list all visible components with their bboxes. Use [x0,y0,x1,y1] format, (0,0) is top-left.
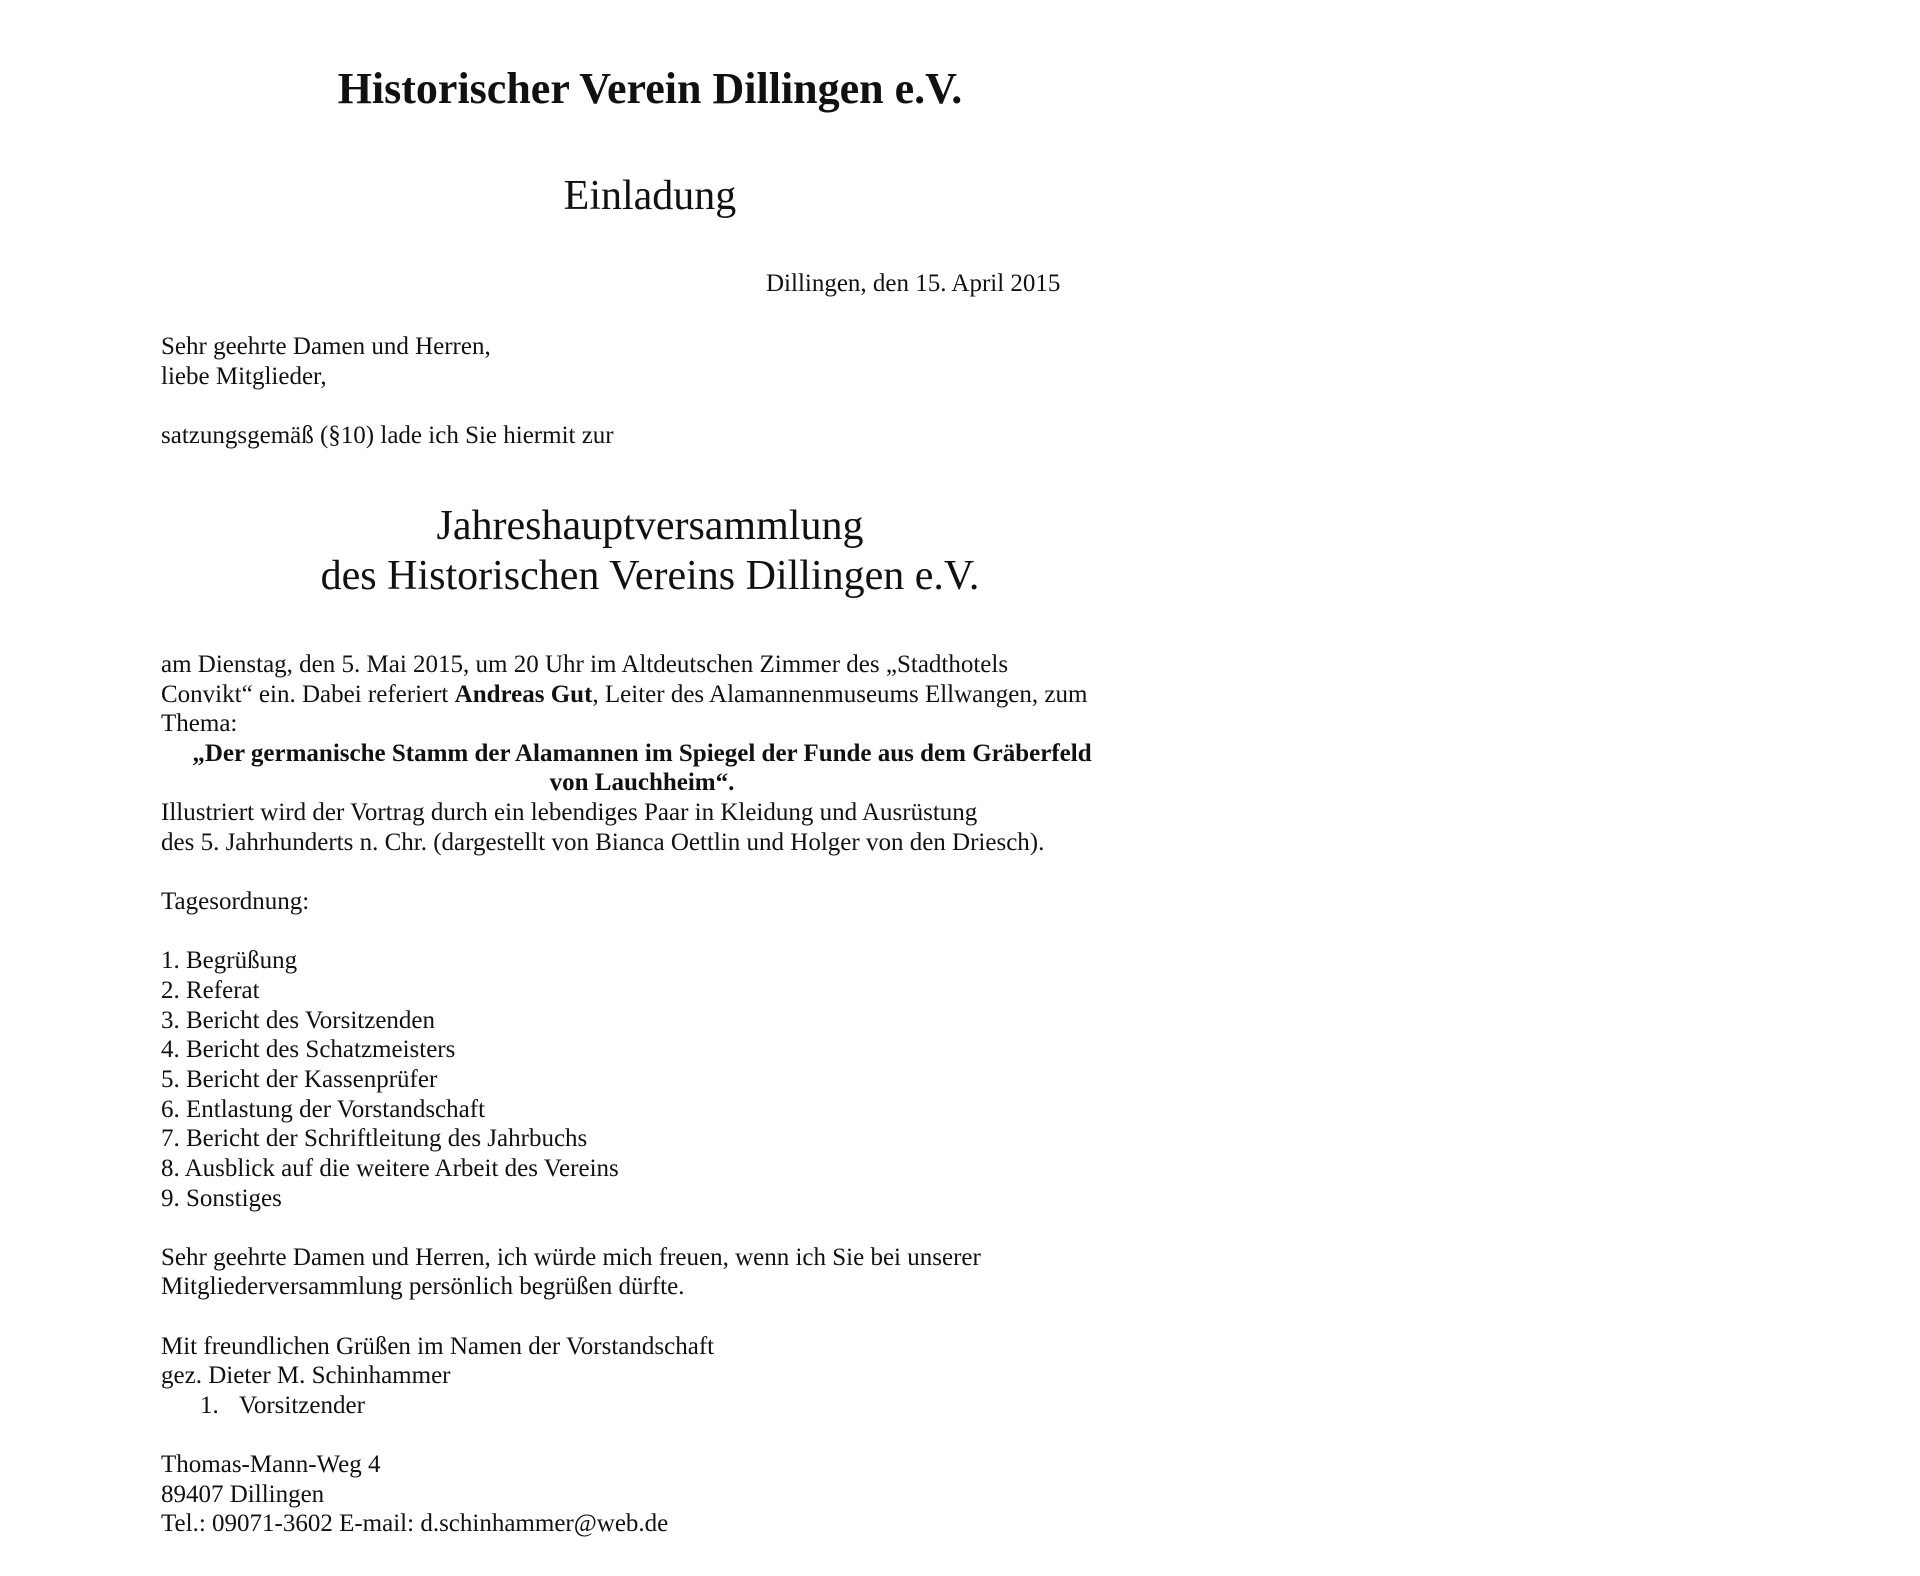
details-line-2 [161,680,1087,710]
illustration-line-1: Illustriert wird der Vortrag durch ein lebendiges Paar in Kleidung und Ausrüstung [161,799,978,826]
agenda-item: 6. Entlastung der Vorstandschaft [161,1096,486,1123]
details-line-2-pre: Convikt“ ein. Dabei referiert [161,681,455,708]
talk-title-line-1: „Der germanische Stamm der Alamannen im Spiegel der Funde aus dem Gräberfeld [192,740,1092,767]
signature-role: Vorsitzender [239,1392,365,1419]
salutation-line-1: Sehr geehrte Damen und Herren, [161,333,491,360]
date-line: Dillingen, den 15. April 2015 [766,270,1061,297]
agenda-item: 9. Sonstiges [161,1185,282,1212]
illustration-line-2: des 5. Jahrhunderts n. Chr. (dargestellt von Bianca Oettlin und Holger von den Driesch). [161,829,1045,856]
talk-title-line-2: von Lauchheim“. [549,769,735,796]
details-line-1: am Dienstag, den 5. Mai 2015, um 20 Uhr im Altdeutschen Zimmer des „Stadthotels [161,651,1009,678]
event-title-line-2: des Historischen Vereins Dillingen e.V. [320,553,980,599]
agenda-item: 3. Bericht des Vorsitzenden [161,1007,436,1034]
agenda-item: 2. Referat [161,977,260,1004]
event-title-line-1: Jahreshauptversammlung [436,503,864,549]
details-line-3: Thema: [161,710,238,737]
closing-line-2: Mitgliederversammlung persönlich begrüßen dürfte. [161,1273,685,1300]
speaker-name: Andreas Gut [454,681,593,708]
agenda-item: 4. Bericht des Schatzmeisters [161,1036,456,1063]
signature-name: gez. Dieter M. Schinhammer [161,1362,451,1389]
agenda-item: 5. Bericht der Kassenprüfer [161,1066,438,1093]
agenda-item: 1. Begrüßung [161,947,298,974]
details-line-2-post: , Leiter des Alamannenmuseums Ellwangen, zum [592,681,1088,708]
agenda-item: 8. Ausblick auf die weitere Arbeit des Vereins [161,1155,619,1182]
address-contact: Tel.: 09071-3602 E-mail: d.schinhammer@web.de [161,1510,669,1537]
salutation-line-2: liebe Mitglieder, [161,363,327,390]
intro-text: satzungsgemäß (§10) lade ich Sie hiermit zur [161,422,614,449]
closing-line-1: Sehr geehrte Damen und Herren, ich würde mich freuen, wenn ich Sie bei unserer [161,1244,981,1271]
address-street: Thomas-Mann-Weg 4 [161,1451,381,1478]
agenda-item: 7. Bericht der Schriftleitung des Jahrbuchs [161,1125,588,1152]
address-city: 89407 Dillingen [161,1481,325,1508]
agenda-heading: Tagesordnung: [161,888,310,915]
signature-greeting: Mit freundlichen Grüßen im Namen der Vorstandschaft [161,1333,715,1360]
signature-role-number: 1. [200,1392,219,1419]
organization-title: Historischer Verein Dillingen e.V. [337,64,963,113]
document-title: Einladung [563,173,737,219]
